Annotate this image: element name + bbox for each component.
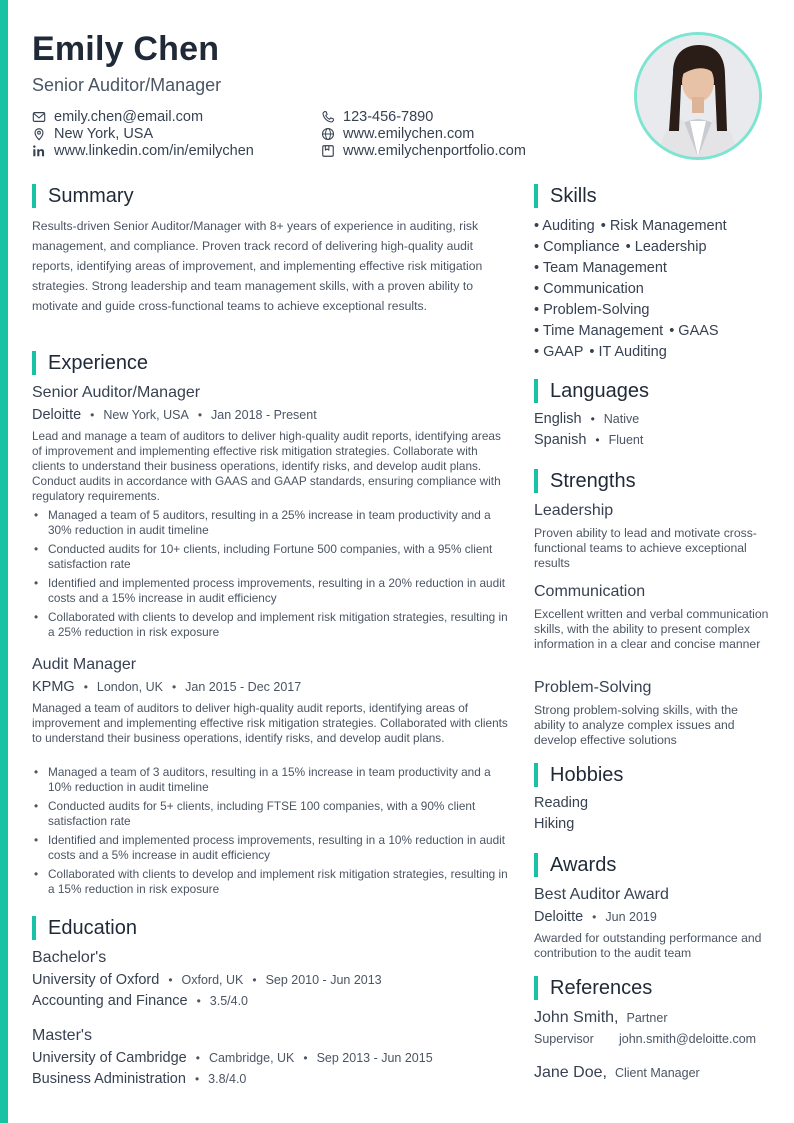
portfolio-text: www.emilychenportfolio.com (343, 142, 526, 159)
strengths-heading: Strengths (534, 468, 636, 494)
list-item: • Conducted audits for 10+ clients, including Fortune 500 companies, with a 95% client satisfaction rate (32, 542, 510, 572)
awards-heading: Awards (534, 852, 616, 878)
reference-position: Supervisor (534, 1032, 594, 1046)
contact-location (32, 125, 153, 142)
strength-description: Excellent written and verbal communication skills, with the ability to present complex information in a clear and concise manner (534, 607, 769, 651)
section-marker (32, 184, 36, 208)
job-description: Managed a team of auditors to deliver high-quality audit reports, identifying areas of improvement and implementing effective risk mitigation strategies. Collaborated with clients to understand their business operations, identify risks, and develop audit plans. (32, 701, 508, 745)
skill-row (534, 342, 774, 363)
job-company: Deloitte (32, 407, 82, 423)
language-item: Spanish • Fluent (534, 432, 644, 448)
skill-item: • GAAS (669, 323, 719, 339)
job-meta: KPMG • London, UK • Jan 2015 - Dec 2017 (32, 679, 302, 695)
skill-item: • Auditing (534, 218, 595, 234)
reference-item (534, 1064, 700, 1082)
skill-item: • GAAP (534, 344, 584, 360)
job-location: New York, USA (103, 408, 189, 422)
language-level: Native (603, 412, 640, 426)
degree-field: Business Administration (32, 1071, 186, 1087)
list-item: • Conducted audits for 5+ clients, including FTSE 100 companies, with a 90% client satisfaction rate (32, 799, 510, 829)
contact-phone[interactable] (321, 108, 433, 125)
job-company: KPMG (32, 679, 75, 695)
skill-item: • Leadership (625, 239, 707, 255)
language-item: English • Native (534, 411, 640, 427)
skill-item: • Communication (534, 281, 644, 297)
section-marker (534, 469, 538, 493)
language-name: Spanish (534, 432, 587, 448)
language-level: Fluent (608, 433, 644, 447)
references-heading: References (534, 975, 652, 1001)
school-location: Oxford, UK (181, 973, 244, 987)
list-item: • Identified and implemented process improvements, resulting in a 20% reduction in audit costs and a 15% increase in audit efficiency (32, 576, 510, 606)
skill-row (534, 300, 774, 321)
phone-text: 123-456-7890 (343, 108, 434, 125)
website-text: www.emilychen.com (343, 125, 475, 142)
strength-title: Communication (534, 583, 646, 600)
degree-title: Bachelor's (32, 949, 107, 966)
degree-field-row: Business Administration • 3.8/4.0 (32, 1071, 247, 1087)
hobby-item: Reading (534, 795, 589, 811)
award-meta: Deloitte • Jun 2019 (534, 909, 657, 925)
skill-item: • Time Management (534, 323, 664, 339)
list-item: • Managed a team of 5 auditors, resulting in a 25% increase in team productivity and a 30% reduction in audit timeline (32, 508, 510, 538)
award-date: Jun 2019 (605, 910, 657, 924)
candidate-name: Emily Chen (32, 30, 220, 68)
reference-name: Jane Doe, (534, 1064, 607, 1081)
skill-item: • IT Auditing (589, 344, 667, 360)
strength-description: Strong problem-solving skills, with the ability to analyze complex issues and develop effective solutions (534, 703, 738, 747)
school-location: Cambridge, UK (208, 1051, 295, 1065)
reference-role: Partner (626, 1011, 668, 1025)
award-title: Best Auditor Award (534, 886, 669, 903)
profile-photo (634, 32, 762, 160)
reference-email[interactable]: john.smith@deloitte.com (619, 1032, 757, 1046)
job-dates: Jan 2015 - Dec 2017 (185, 680, 302, 694)
summary-heading: Summary (32, 183, 134, 209)
contact-portfolio[interactable] (321, 142, 526, 159)
skill-row (534, 321, 774, 342)
strength-title: Leadership (534, 502, 614, 519)
list-item: • Collaborated with clients to develop and implement risk mitigation strategies, resulting in a 15% reduction in risk exposure (32, 867, 510, 897)
skill-row (534, 279, 774, 300)
section-marker (32, 351, 36, 375)
degree-meta: University of Cambridge • Cambridge, UK • Sep 2013 - Jun 2015 (32, 1050, 433, 1066)
reference-role: Client Manager (614, 1066, 700, 1080)
degree-meta: University of Oxford • Oxford, UK • Sep 2010 - Jun 2013 (32, 972, 382, 988)
job-title: Audit Manager (32, 656, 137, 673)
skill-item: • Team Management (534, 260, 667, 276)
reference-name: John Smith, (534, 1009, 619, 1026)
school-name: University of Cambridge (32, 1050, 187, 1066)
section-marker (534, 976, 538, 1000)
location-text: New York, USA (54, 125, 154, 142)
reference-item (534, 1009, 667, 1027)
skill-row (534, 216, 774, 237)
degree-gpa: 3.8/4.0 (208, 1072, 247, 1086)
skill-row (534, 258, 774, 279)
job-achievements (32, 765, 510, 901)
skill-item: • Risk Management (600, 218, 727, 234)
experience-heading: Experience (32, 350, 148, 376)
skill-item: • Problem-Solving (534, 302, 650, 318)
languages-heading: Languages (534, 378, 649, 404)
candidate-title: Senior Auditor/Manager (32, 75, 222, 95)
portfolio-icon (321, 144, 335, 158)
linkedin-text: www.linkedin.com/in/emilychen (54, 142, 254, 159)
contact-website[interactable] (321, 125, 474, 142)
job-dates: Jan 2018 - Present (211, 408, 317, 422)
hobby-item: Hiking (534, 816, 575, 832)
linkedin-icon (32, 144, 46, 158)
degree-dates: Sep 2010 - Jun 2013 (265, 973, 382, 987)
job-title: Senior Auditor/Manager (32, 384, 201, 401)
degree-field-row: Accounting and Finance • 3.5/4.0 (32, 993, 249, 1009)
job-meta: Deloitte • New York, USA • Jan 2018 - Present (32, 407, 317, 423)
phone-icon (321, 110, 335, 124)
job-achievements (32, 508, 510, 644)
list-item: • Identified and implemented process improvements, resulting in a 10% reduction in audit costs and a 5% increase in audit efficiency (32, 833, 510, 863)
section-marker (534, 379, 538, 403)
skills-list (534, 216, 774, 363)
section-marker (534, 763, 538, 787)
location-pin-icon (32, 127, 46, 141)
skill-item: • Compliance (534, 239, 620, 255)
award-org: Deloitte (534, 909, 584, 925)
skills-heading: Skills (534, 183, 597, 209)
list-item: • Collaborated with clients to develop and implement risk mitigation strategies, resulting in a 25% reduction in risk exposure (32, 610, 510, 640)
strength-description: Proven ability to lead and motivate cross-functional teams to achieve exceptional results (534, 526, 757, 570)
education-heading: Education (32, 915, 137, 941)
job-location: London, UK (96, 680, 163, 694)
mail-icon (32, 110, 46, 124)
summary-text: Results-driven Senior Auditor/Manager with 8+ years of experience in auditing, risk management, and compliance. Proven track record of delivering high-quality audit reports, identifying areas of improvement, and implementing effective risk mitigation strategies. Strong leadership and team management skills, with a proven ability to motivate and guide cross-functional teams to achieve exceptional results. (32, 219, 483, 313)
skill-row (534, 237, 774, 258)
contact-email[interactable] (32, 108, 203, 125)
degree-field: Accounting and Finance (32, 993, 188, 1009)
section-marker (534, 853, 538, 877)
section-marker (534, 184, 538, 208)
accent-bar (0, 0, 8, 1123)
hobbies-heading: Hobbies (534, 762, 623, 788)
degree-gpa: 3.5/4.0 (209, 994, 249, 1008)
award-description: Awarded for outstanding performance and contribution to the audit team (534, 931, 762, 960)
strength-title: Problem-Solving (534, 679, 652, 696)
section-marker (32, 916, 36, 940)
email-text: emily.chen@email.com (54, 108, 204, 125)
list-item: • Managed a team of 3 auditors, resulting in a 15% increase in team productivity and a 10% reduction in audit timeline (32, 765, 510, 795)
school-name: University of Oxford (32, 972, 160, 988)
degree-dates: Sep 2013 - Jun 2015 (316, 1051, 433, 1065)
contact-linkedin[interactable] (32, 142, 254, 159)
globe-icon (321, 127, 335, 141)
job-description: Lead and manage a team of auditors to deliver high-quality audit reports, identifying areas of improvement and implementing effective risk mitigation strategies. Collaborate with clients to understand their business operations, identify risks, and develop audit plans. Conduct audits in accordance with GAAS and GAAP standards, ensuring compliance with regulatory requirements. (32, 429, 501, 503)
degree-title: Master's (32, 1027, 92, 1044)
language-name: English (534, 411, 582, 427)
